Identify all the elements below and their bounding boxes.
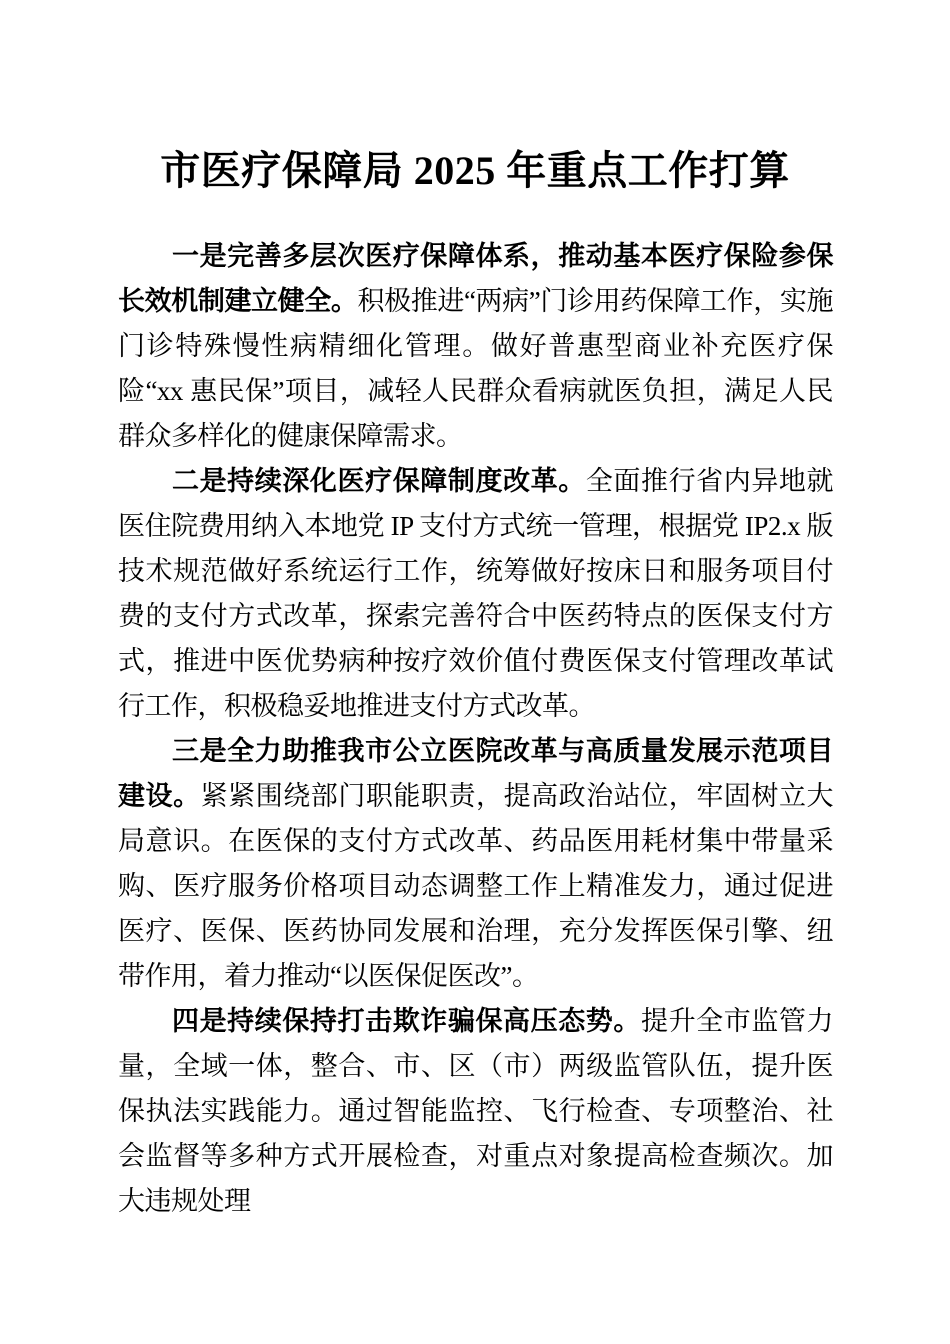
paragraph-lead: 三是全力助推我市公立医院改革与高质量发展示范项目建设。 (118, 736, 833, 811)
paragraph-body: 全面推行省内异地就医住院费用纳入本地党 IP 支付方式统一管理，根据党 IP2.x 版技术规范做好系统运行工作，统筹做好按床日和服务项目付费的支付方式改革，探索完善符合中医药特点的医保支付方式，推进中医优势病种按疗效价值付费医保支付管理改革试行工作，积极稳妥地推进支付方式改革。 (118, 466, 834, 721)
paragraph (118, 459, 833, 729)
paragraph (118, 999, 833, 1224)
paragraph-lead: 四是持续保持打击欺诈骗保高压态势。 (172, 1006, 641, 1036)
paragraph (118, 234, 833, 459)
document-body (118, 234, 833, 1224)
paragraph-lead: 二是持续深化医疗保障制度改革。 (172, 466, 586, 496)
document-title: 市医疗保障局 2025 年重点工作打算 (160, 148, 790, 193)
paragraph-body: 紧紧围绕部门职能职责，提高政治站位，牢固树立大局意识。在医保的支付方式改革、药品医用耗材集中带量采购、医疗服务价格项目动态调整工作上精准发力，通过促进医疗、医保、医药协同发展和治理，充分发挥医保引擎、纽带作用，着力推动“以医保促医改”。 (118, 781, 834, 991)
paragraph-lead: 一是完善多层次医疗保障体系，推动基本医疗保险参保长效机制建立健全。 (118, 241, 833, 316)
paragraph-body: 积极推进“两病”门诊用药保障工作，实施门诊特殊慢性病精细化管理。做好普惠型商业补充医疗保险“xx 惠民保”项目，减轻人民群众看病就医负担，满足人民群众多样化的健康保障需求。 (118, 286, 834, 451)
paragraph-body: 提升全市监管力量，全域一体，整合、市、区（市）两级监管队伍，提升医保执法实践能力。通过智能监控、飞行检查、专项整治、社会监督等多种方式开展检查，对重点对象提高检查频次。加大违规处理 (118, 1006, 834, 1216)
paragraph (118, 729, 833, 999)
